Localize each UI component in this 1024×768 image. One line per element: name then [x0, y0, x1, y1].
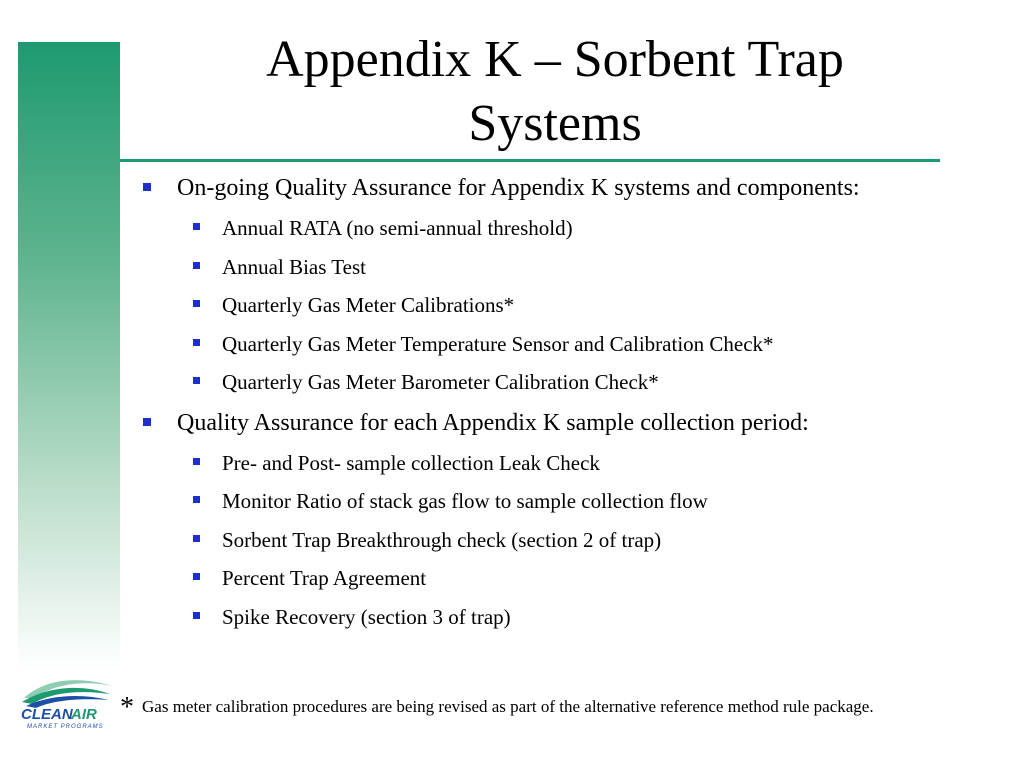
bullet-square-icon — [193, 612, 200, 619]
bullet-text: Sorbent Trap Breakthrough check (section 2 of trap) — [222, 528, 662, 552]
sub-bullet-monitor-ratio — [222, 488, 708, 514]
footnote-marker: * — [120, 692, 134, 723]
bullet-square-icon — [193, 496, 200, 503]
bullet-square-icon — [193, 535, 200, 542]
bullet-text: Pre- and Post- sample collection Leak Check — [222, 451, 600, 475]
sub-bullet-annual-bias — [222, 254, 366, 280]
bullet-square-icon — [193, 223, 200, 230]
footnote — [120, 688, 874, 723]
logo-word-air: AIR — [71, 706, 97, 723]
decorative-side-bar — [18, 42, 120, 670]
bullet-text: Quarterly Gas Meter Barometer Calibration Check* — [222, 370, 659, 394]
sub-bullet-barometer-check — [222, 369, 659, 395]
sub-bullet-spike-recovery — [222, 604, 511, 630]
bullet-sample-period-qa — [177, 409, 809, 437]
title-line-2: Systems — [468, 95, 642, 152]
bullet-square-icon — [193, 573, 200, 580]
bullet-square-icon — [193, 377, 200, 384]
bullet-square-icon — [193, 262, 200, 269]
bullet-text: Percent Trap Agreement — [222, 566, 427, 590]
sub-bullet-breakthrough-check — [222, 527, 661, 553]
title-underline — [120, 159, 940, 162]
sub-bullet-trap-agreement — [222, 565, 426, 591]
bullet-text: Quarterly Gas Meter Temperature Sensor and Calibration Check* — [222, 332, 774, 356]
sub-bullet-leak-check — [222, 450, 600, 476]
logo-tagline: MARKET PROGRAMS — [27, 724, 104, 730]
bullet-square-icon — [193, 458, 200, 465]
bullet-text: Spike Recovery (section 3 of trap) — [222, 605, 511, 629]
bullet-square-icon — [143, 418, 151, 426]
logo-word-clean: CLEAN — [21, 706, 73, 723]
sub-bullet-annual-rata — [222, 215, 573, 241]
bullet-square-icon — [193, 300, 200, 307]
footnote-text: Gas meter calibration procedures are being revised as part of the alternative reference method rule package. — [142, 697, 874, 716]
bullet-square-icon — [193, 339, 200, 346]
bullet-square-icon — [143, 183, 151, 191]
sub-bullet-gas-meter-calibrations — [222, 292, 514, 318]
slide-title — [140, 28, 970, 156]
bullet-text: Quality Assurance for each Appendix K sample collection period: — [177, 410, 809, 436]
clean-air-logo — [18, 672, 118, 732]
title-line-1: Appendix K – Sorbent Trap — [266, 31, 844, 88]
bullet-text: Annual Bias Test — [222, 255, 366, 279]
bullet-text: On-going Quality Assurance for Appendix K systems and components: — [177, 175, 860, 201]
bullet-text: Quarterly Gas Meter Calibrations* — [222, 293, 515, 317]
bullet-ongoing-qa — [177, 174, 860, 202]
sub-bullet-temperature-sensor — [222, 331, 774, 357]
bullet-text: Monitor Ratio of stack gas flow to sample collection flow — [222, 489, 708, 513]
bullet-text: Annual RATA (no semi-annual threshold) — [222, 216, 573, 240]
